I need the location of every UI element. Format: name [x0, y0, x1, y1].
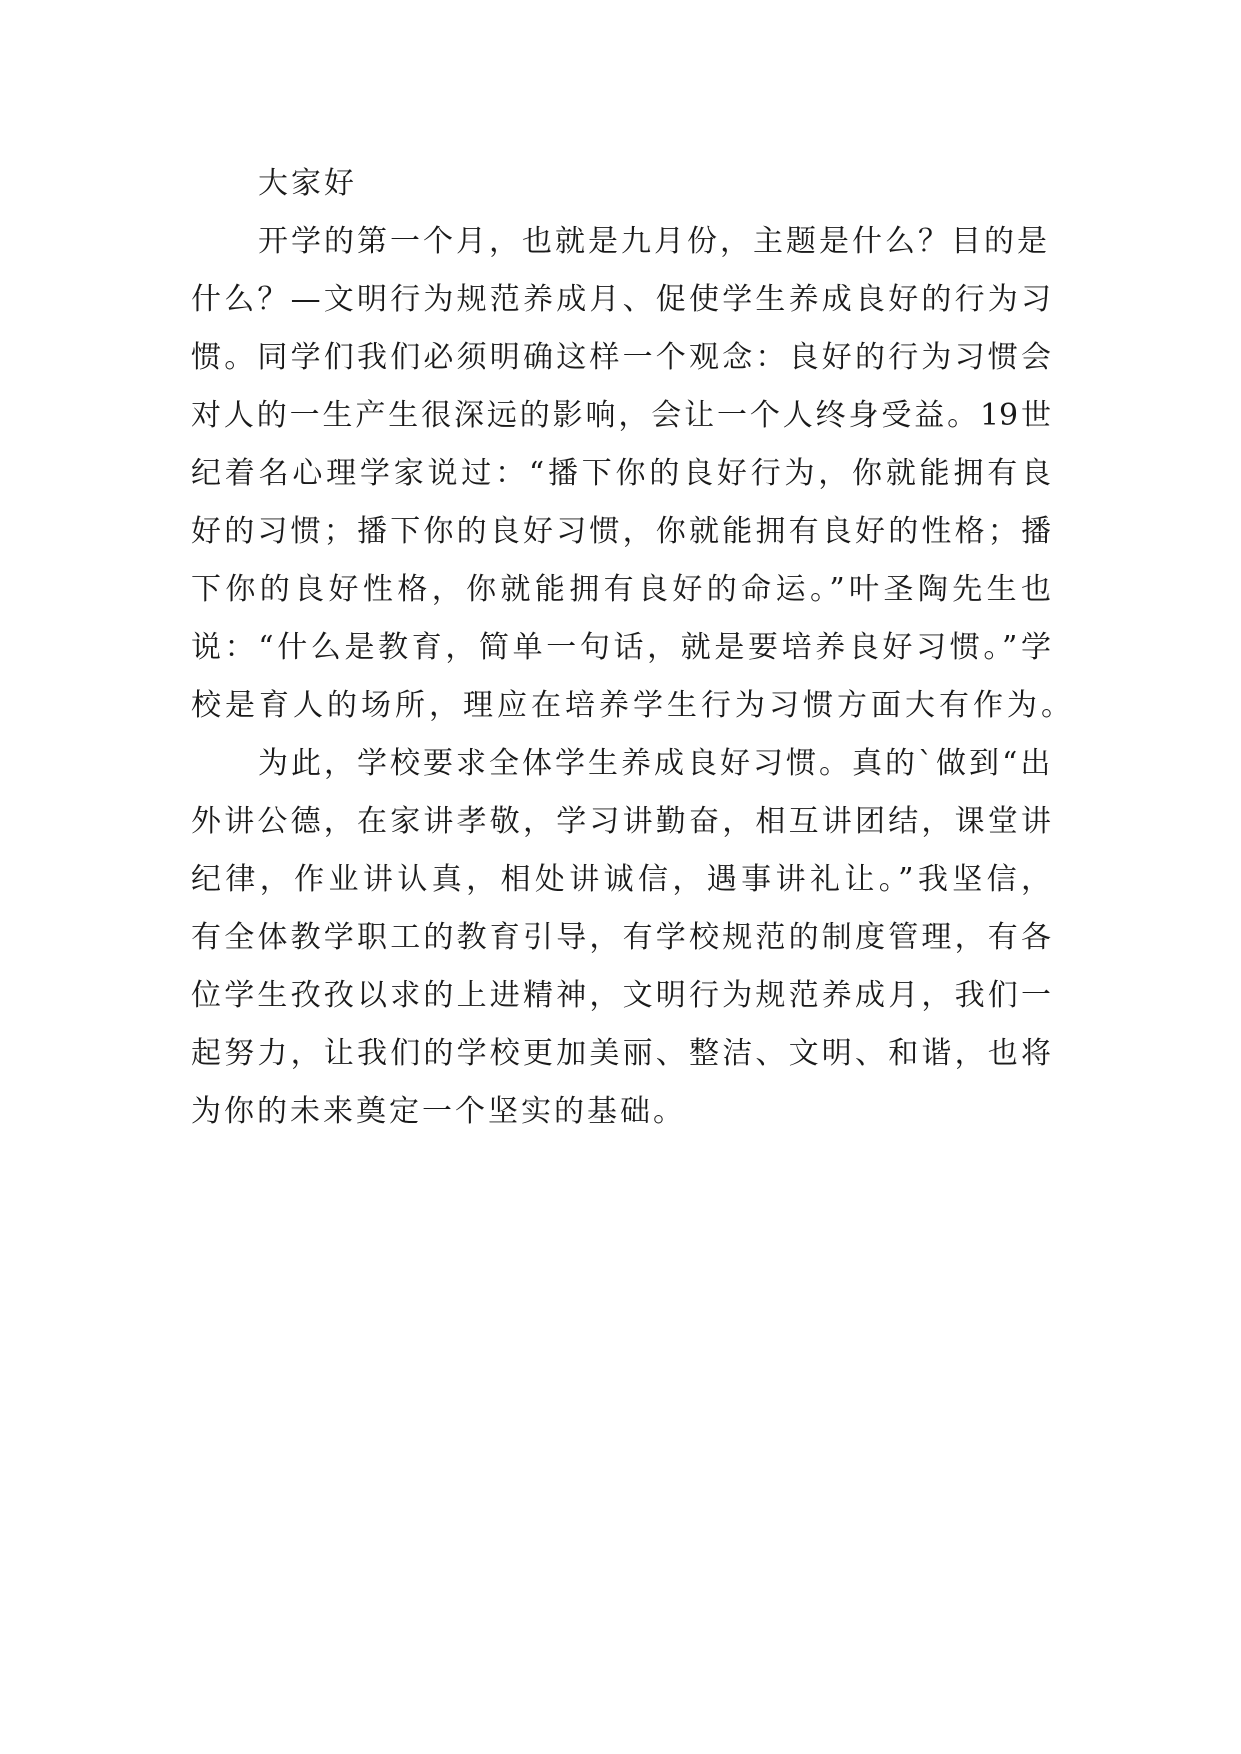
- paragraph-2-line-3: 纪律，作业讲认真，相处讲诚信，遇事讲礼让。”我坚信，: [191, 862, 1051, 897]
- greeting-line: 大家好: [258, 166, 357, 201]
- paragraph-1-line-1: 开学的第一个月，也就是九月份，主题是什么？目的是: [258, 224, 1050, 259]
- paragraph-1-line-8: 说：“什么是教育，简单一句话，就是要培养良好习惯。”学: [191, 630, 1051, 665]
- paragraph-2-line-5: 位学生孜孜以求的上进精神，文明行为规范养成月，我们一: [191, 978, 1051, 1013]
- paragraph-2-line-6: 起努力，让我们的学校更加美丽、整洁、文明、和谐，也将: [191, 1036, 1051, 1071]
- paragraph-1-line-2: 什么？—文明行为规范养成月、促使学生养成良好的行为习: [191, 282, 1051, 317]
- paragraph-1-line-9: 校是育人的场所，理应在培养学生行为习惯方面大有作为。: [191, 688, 1071, 723]
- paragraph-1-line-6: 好的习惯；播下你的良好习惯，你就能拥有良好的性格；播: [191, 514, 1051, 549]
- paragraph-1-line-4: 对人的一生产生很深远的影响，会让一个人终身受益。19世: [191, 398, 1051, 433]
- paragraph-1-line-5: 纪着名心理学家说过：“播下你的良好行为，你就能拥有良: [191, 456, 1051, 491]
- paragraph-2-line-7: 为你的未来奠定一个坚实的基础。: [191, 1094, 686, 1129]
- paragraph-2-line-2: 外讲公德，在家讲孝敬，学习讲勤奋，相互讲团结，课堂讲: [191, 804, 1051, 839]
- paragraph-2-line-1: 为此，学校要求全体学生养成良好习惯。真的`做到“出: [258, 746, 1054, 781]
- paragraph-2-line-4: 有全体教学职工的教育引导，有学校规范的制度管理，有各: [191, 920, 1051, 955]
- paragraph-1-line-7: 下你的良好性格，你就能拥有良好的命运。”叶圣陶先生也: [191, 572, 1051, 607]
- paragraph-1-line-3: 惯。同学们我们必须明确这样一个观念：良好的行为习惯会: [191, 340, 1051, 375]
